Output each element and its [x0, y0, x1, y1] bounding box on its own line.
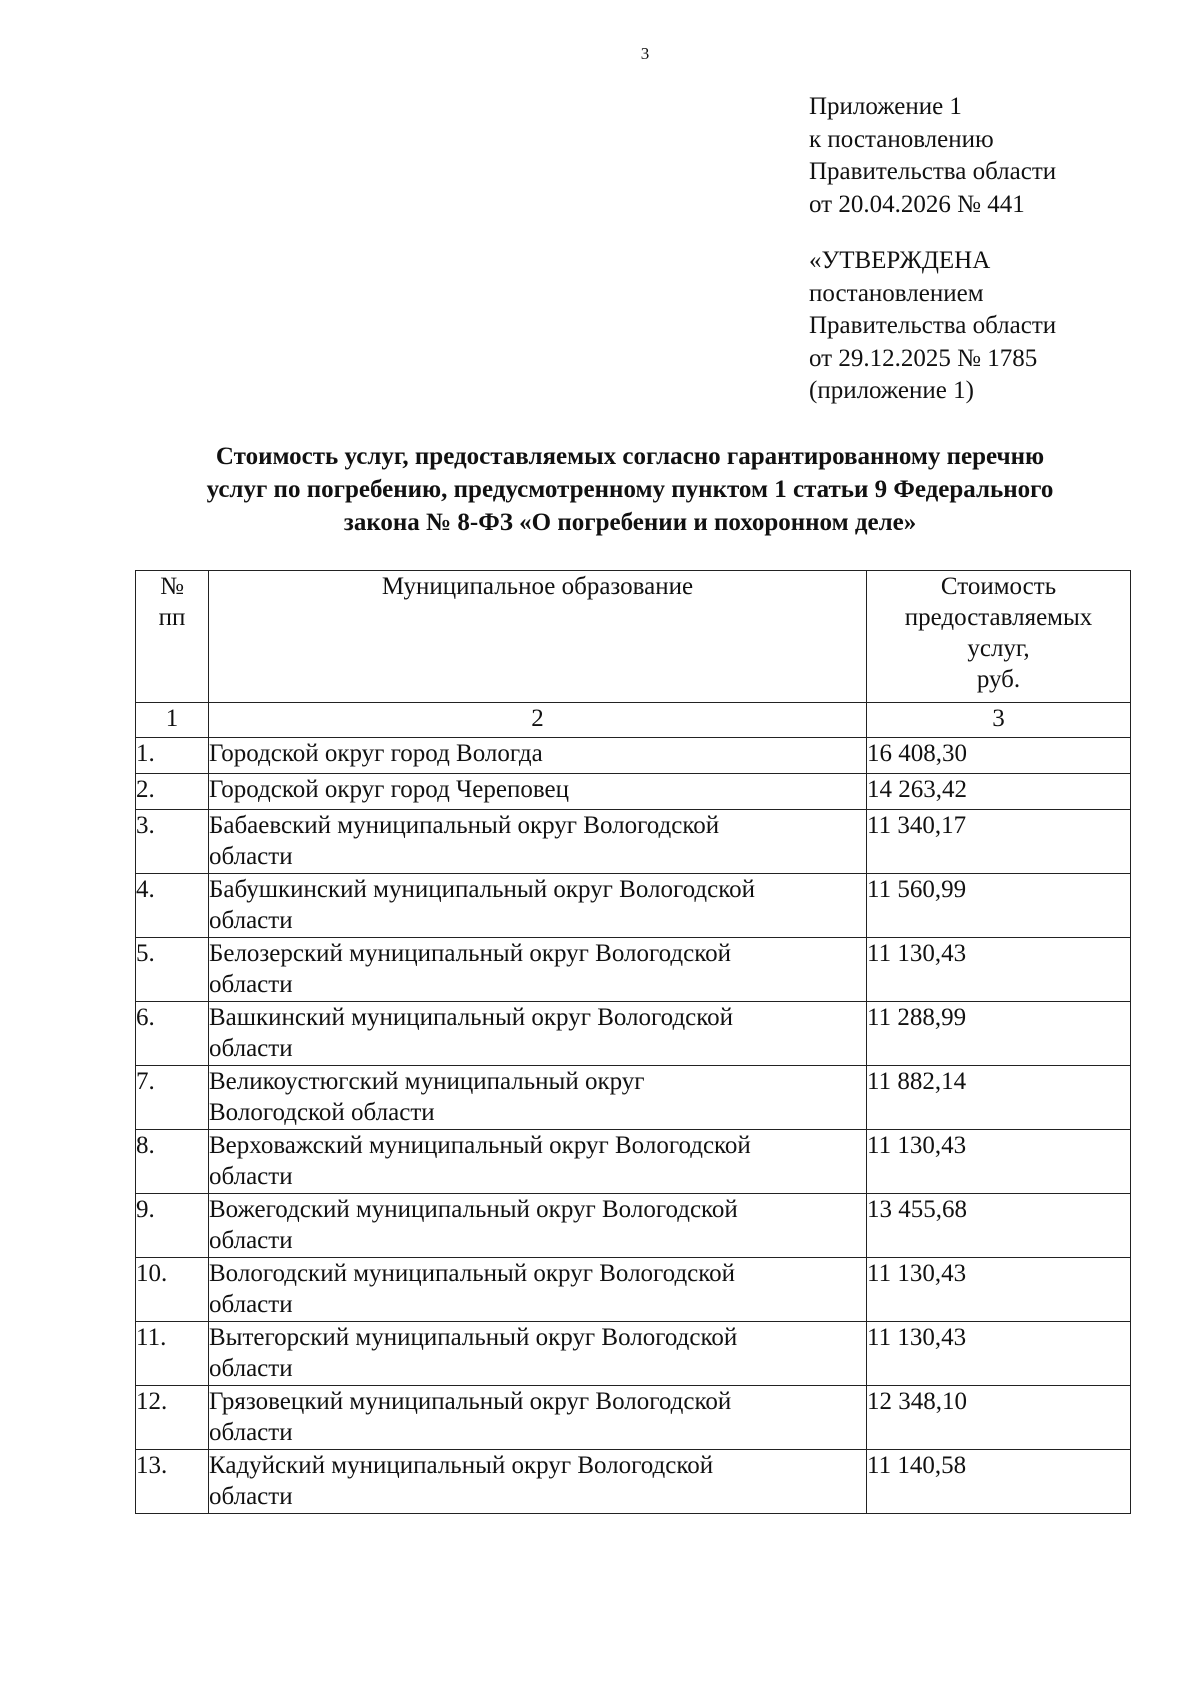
- municipality-name-line: Кадуйский муниципальный округ Вологодской: [209, 1452, 714, 1479]
- header-municipality: Муниципальное образование: [209, 571, 867, 703]
- header-cost-line: Стоимость: [940, 573, 1057, 600]
- municipality-name: [209, 1450, 867, 1514]
- municipality-name-line: Вологодской области: [209, 1099, 435, 1126]
- service-cost: 11 140,58: [867, 1450, 1131, 1514]
- service-cost: 11 882,14: [867, 1066, 1131, 1130]
- table-row: [136, 1386, 1131, 1450]
- municipality-name-line: области: [209, 1163, 293, 1190]
- cost-table: [135, 570, 1131, 1514]
- municipality-name-line: Бабушкинский муниципальный округ Вологодской: [209, 876, 755, 903]
- municipality-name-line: области: [209, 843, 293, 870]
- row-number: 11.: [136, 1322, 209, 1386]
- municipality-name: [209, 938, 867, 1002]
- approved-line: постановлением: [809, 279, 984, 307]
- municipality-name-line: Великоустюгский муниципальный округ: [209, 1068, 645, 1095]
- service-cost: 11 130,43: [867, 1322, 1131, 1386]
- municipality-name: [209, 1386, 867, 1450]
- appendix-line: Правительства области: [809, 158, 1057, 185]
- municipality-name-line: области: [209, 971, 293, 998]
- approved-line: от 29.12.2025 № 1785: [809, 344, 1038, 372]
- column-number-row: [136, 703, 1131, 738]
- column-number: 2: [209, 703, 867, 738]
- header-number-symbol: №: [160, 573, 184, 600]
- municipality-name: [209, 1002, 867, 1066]
- municipality-name: [209, 1322, 867, 1386]
- approved-header: [809, 245, 1169, 408]
- row-number: 4.: [136, 874, 209, 938]
- table-row: [136, 738, 1131, 774]
- municipality-name-line: Вологодский муниципальный округ Вологодской: [209, 1260, 736, 1287]
- title-line: Стоимость услуг, предоставляемых согласно гарантированному перечню: [215, 443, 1045, 470]
- row-number: 12.: [136, 1386, 209, 1450]
- municipality-name-line: Вытегорский муниципальный округ Вологодской: [209, 1324, 738, 1351]
- service-cost: 14 263,42: [867, 774, 1131, 810]
- service-cost: 11 288,99: [867, 1002, 1131, 1066]
- municipality-name: [209, 1130, 867, 1194]
- service-cost: 11 130,43: [867, 1258, 1131, 1322]
- row-number: 9.: [136, 1194, 209, 1258]
- municipality-name-line: Белозерский муниципальный округ Вологодской: [209, 940, 731, 967]
- municipality-name: [209, 1194, 867, 1258]
- row-number: 1.: [136, 738, 209, 774]
- row-number: 5.: [136, 938, 209, 1002]
- municipality-name-line: Городской округ город Череповец: [209, 776, 570, 803]
- appendix-line: к постановлению: [809, 125, 994, 153]
- service-cost: 16 408,30: [867, 738, 1131, 774]
- service-cost: 11 130,43: [867, 938, 1131, 1002]
- municipality-name-line: Вожегодский муниципальный округ Вологодской: [209, 1196, 738, 1223]
- municipality-name-line: области: [209, 1355, 293, 1382]
- table-header-row: [136, 571, 1131, 703]
- service-cost: 11 340,17: [867, 810, 1131, 874]
- service-cost: 13 455,68: [867, 1194, 1131, 1258]
- title-line: услуг по погребению, предусмотренному пунктом 1 статьи 9 Федерального: [206, 476, 1054, 503]
- municipality-name-line: Грязовецкий муниципальный округ Вологодской: [209, 1388, 732, 1415]
- table-row: [136, 1130, 1131, 1194]
- municipality-name: [209, 810, 867, 874]
- page-number: 3: [640, 44, 650, 63]
- table-row: [136, 1194, 1131, 1258]
- municipality-name-line: Вашкинский муниципальный округ Вологодской: [209, 1004, 734, 1031]
- municipality-name: [209, 738, 867, 774]
- municipality-name-line: области: [209, 907, 293, 934]
- header-cost: [867, 571, 1131, 703]
- row-number: 3.: [136, 810, 209, 874]
- municipality-name: [209, 1258, 867, 1322]
- header-cost-line: руб.: [976, 666, 1021, 693]
- approved-line: Правительства области: [809, 312, 1057, 339]
- service-cost: 11 560,99: [867, 874, 1131, 938]
- row-number: 10.: [136, 1258, 209, 1322]
- service-cost: 12 348,10: [867, 1386, 1131, 1450]
- table-row: [136, 1066, 1131, 1130]
- row-number: 13.: [136, 1450, 209, 1514]
- municipality-name: [209, 874, 867, 938]
- municipality-name-line: области: [209, 1291, 293, 1318]
- table-row: [136, 1258, 1131, 1322]
- appendix-line: Приложение 1: [809, 93, 962, 120]
- header-cost-line: предоставляемых: [904, 604, 1093, 631]
- table-row: [136, 774, 1131, 810]
- row-number: 8.: [136, 1130, 209, 1194]
- municipality-name: [209, 1066, 867, 1130]
- approved-line: (приложение 1): [809, 377, 974, 404]
- table-row: [136, 1322, 1131, 1386]
- municipality-name-line: Городской округ город Вологда: [209, 740, 543, 767]
- municipality-name-line: области: [209, 1035, 293, 1062]
- header-cost-line: услуг,: [967, 635, 1030, 662]
- municipality-name-line: Бабаевский муниципальный округ Вологодской: [209, 812, 720, 839]
- column-number: 3: [867, 703, 1131, 738]
- title-line: закона № 8-ФЗ «О погребении и похоронном деле»: [343, 509, 917, 536]
- column-number: 1: [136, 703, 209, 738]
- appendix-header: [809, 91, 1169, 221]
- table-row: [136, 1450, 1131, 1514]
- appendix-line: от 20.04.2026 № 441: [809, 190, 1025, 218]
- document-title: [130, 440, 1130, 539]
- row-number: 6.: [136, 1002, 209, 1066]
- municipality-name-line: Верховажский муниципальный округ Вологодской: [209, 1132, 751, 1159]
- header-number: [136, 571, 209, 703]
- municipality-name-line: области: [209, 1227, 293, 1254]
- header-number-abbr: пп: [158, 604, 186, 631]
- table-body: [136, 738, 1131, 1514]
- row-number: 7.: [136, 1066, 209, 1130]
- municipality-name-line: области: [209, 1419, 293, 1446]
- municipality-name-line: области: [209, 1483, 293, 1510]
- approved-line: «УТВЕРЖДЕНА: [809, 247, 991, 274]
- table-row: [136, 810, 1131, 874]
- table-row: [136, 938, 1131, 1002]
- table-row: [136, 1002, 1131, 1066]
- row-number: 2.: [136, 774, 209, 810]
- table-row: [136, 874, 1131, 938]
- municipality-name: [209, 774, 867, 810]
- service-cost: 11 130,43: [867, 1130, 1131, 1194]
